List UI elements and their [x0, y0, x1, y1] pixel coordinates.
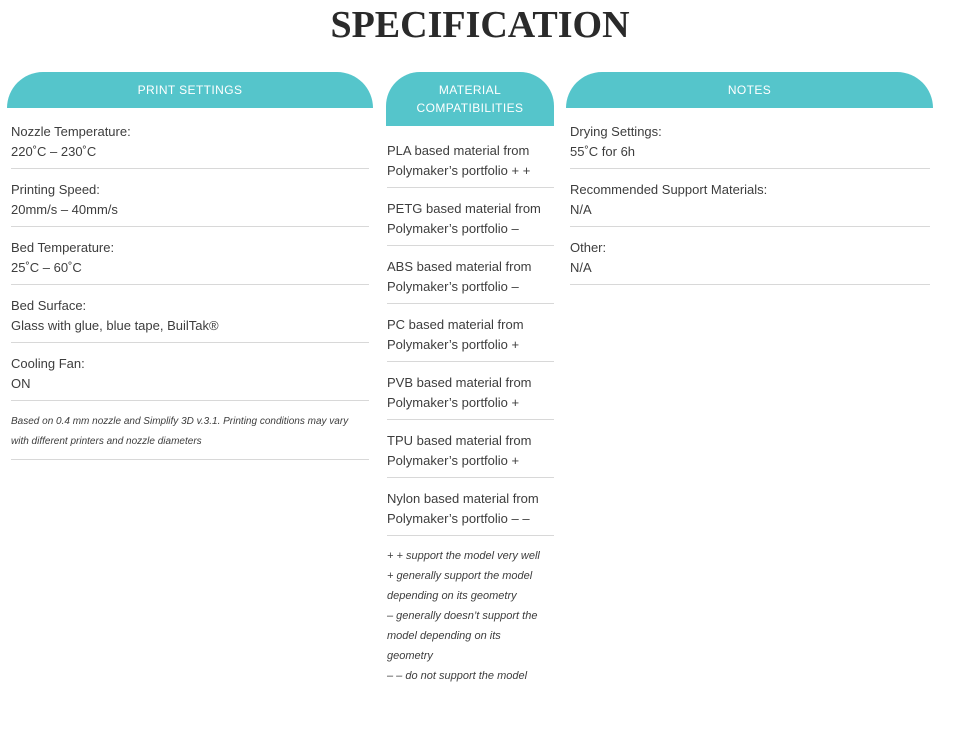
- material-row-tpu: [387, 431, 554, 478]
- material-line: Polymaker’s portfolio – –: [387, 511, 530, 526]
- spec-label: Printing Speed:: [11, 182, 100, 197]
- material-row-abs: [387, 257, 554, 304]
- material-row-petg: [387, 199, 554, 246]
- material-line: Polymaker’s portfolio +: [387, 395, 520, 410]
- legend-line: – – do not support the model: [387, 670, 528, 682]
- compatibility-legend: [387, 546, 554, 686]
- print-settings-list: [11, 122, 369, 460]
- page-title: SPECIFICATION: [330, 4, 630, 46]
- material-line: Polymaker’s portfolio + +: [387, 163, 531, 178]
- material-line: PETG based material from: [387, 201, 541, 216]
- notes-row-drying-settings: [570, 122, 930, 169]
- legend-line: depending on its geometry: [387, 590, 517, 602]
- spec-value: 20mm/s – 40mm/s: [11, 202, 118, 217]
- material-line: Polymaker’s portfolio –: [387, 279, 519, 294]
- notes-label: Recommended Support Materials:: [570, 182, 768, 197]
- spec-label: Cooling Fan:: [11, 356, 85, 371]
- spec-label: Bed Surface:: [11, 298, 87, 313]
- print-settings-header: PRINT SETTINGS: [7, 72, 373, 108]
- spec-label: Nozzle Temperature:: [11, 124, 131, 139]
- material-line: PC based material from: [387, 317, 524, 332]
- material-line: Polymaker’s portfolio +: [387, 337, 520, 352]
- material-row-pvb: [387, 373, 554, 420]
- material-line: PLA based material from: [387, 143, 530, 158]
- notes-panel: [566, 72, 933, 296]
- notes-label: Other:: [570, 240, 607, 255]
- notes-value: N/A: [570, 260, 592, 275]
- material-line: Polymaker’s portfolio –: [387, 221, 519, 236]
- notes-value: N/A: [570, 202, 592, 217]
- spec-value: Glass with glue, blue tape, BuilTak®: [11, 318, 219, 333]
- material-row-nylon: [387, 489, 554, 536]
- material-compatibilities-list: [387, 141, 554, 686]
- spec-row-nozzle-temperature: [11, 122, 369, 169]
- legend-line: model depending on its: [387, 630, 501, 642]
- legend-line: geometry: [387, 650, 433, 662]
- notes-header: NOTES: [566, 72, 933, 108]
- material-line: Polymaker’s portfolio +: [387, 453, 520, 468]
- material-line: ABS based material from: [387, 259, 532, 274]
- note-line: Based on 0.4 mm nozzle and Simplify 3D v.3.1. Printing conditions may vary: [11, 416, 349, 427]
- material-row-pla: [387, 141, 554, 188]
- material-compatibilities-header: [386, 72, 554, 126]
- spec-label: Bed Temperature:: [11, 240, 115, 255]
- spec-row-bed-temperature: [11, 238, 369, 285]
- spec-row-cooling-fan: [11, 354, 369, 401]
- print-conditions-note: [11, 412, 369, 460]
- notes-row-other: [570, 238, 930, 285]
- spec-value: 220˚C – 230˚C: [11, 144, 97, 159]
- spec-row-bed-surface: [11, 296, 369, 343]
- legend-line: + generally support the model: [387, 570, 533, 582]
- material-line: PVB based material from: [387, 375, 532, 390]
- legend-line: + + support the model very well: [387, 550, 540, 562]
- note-line: with different printers and nozzle diameters: [11, 436, 202, 447]
- notes-label: Drying Settings:: [570, 124, 662, 139]
- legend-line: – generally doesn’t support the: [387, 610, 538, 622]
- print-settings-panel: [7, 72, 373, 460]
- header-line: COMPATIBILITIES: [416, 101, 524, 115]
- material-row-pc: [387, 315, 554, 362]
- material-line: TPU based material from: [387, 433, 532, 448]
- spec-value: ON: [11, 376, 31, 391]
- spec-value: 25˚C – 60˚C: [11, 260, 82, 275]
- header-line: MATERIAL: [438, 83, 502, 97]
- spec-row-printing-speed: [11, 180, 369, 227]
- notes-value: 55˚C for 6h: [570, 144, 636, 159]
- material-line: Nylon based material from: [387, 491, 539, 506]
- notes-row-recommended-support: [570, 180, 930, 227]
- material-compatibilities-panel: [386, 72, 554, 686]
- notes-list: [570, 122, 930, 285]
